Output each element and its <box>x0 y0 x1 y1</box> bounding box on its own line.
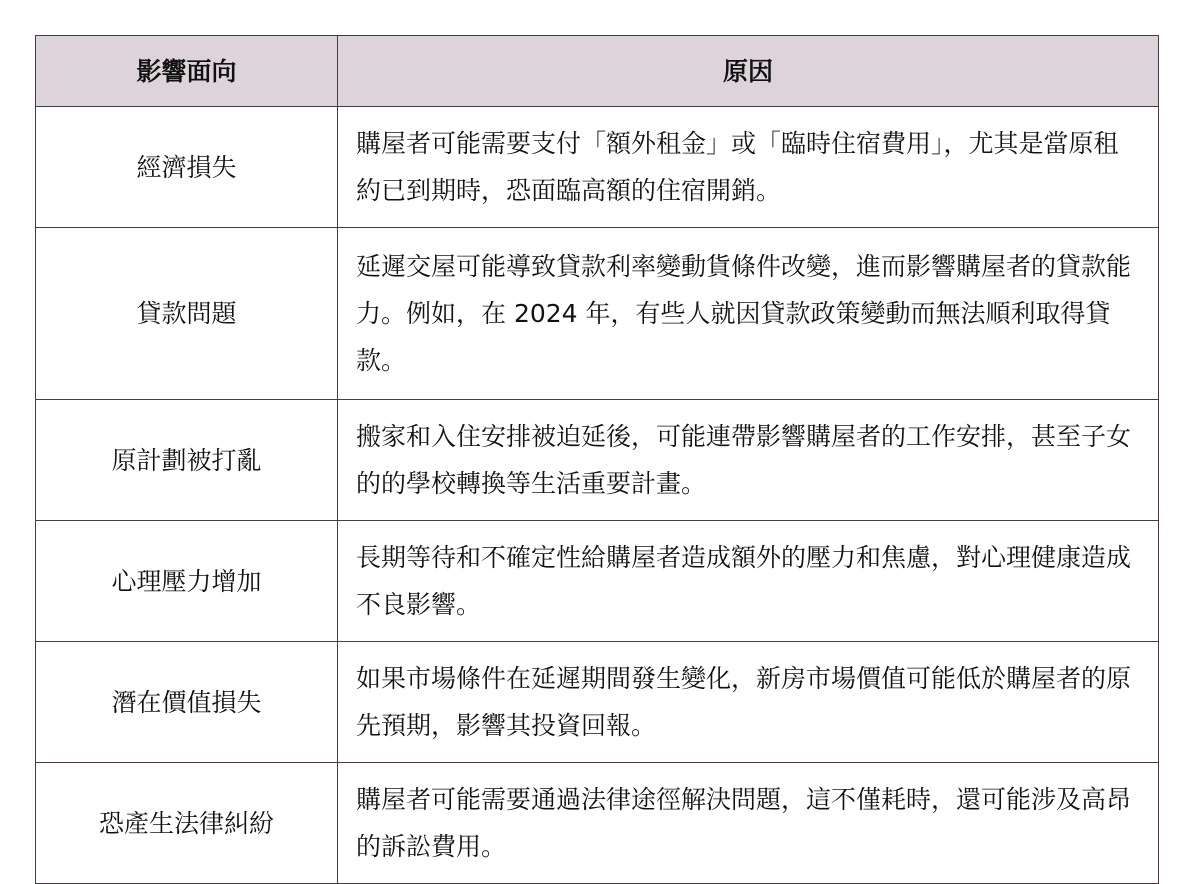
reason-cell: 購屋者可能需要支付「額外租金」或「臨時住宿費用」，尤其是當原租約已到期時，恐面臨高額的住宿開銷。 <box>338 107 1159 228</box>
header-aspect: 影響面向 <box>36 36 338 107</box>
reason-cell: 長期等待和不確定性給購屋者造成額外的壓力和焦慮，對心理健康造成不良影響。 <box>338 521 1159 642</box>
impact-table-container <box>35 35 1158 884</box>
table-row <box>36 763 1159 884</box>
aspect-cell: 原計劃被打亂 <box>36 400 338 521</box>
reason-cell: 如果市場條件在延遲期間發生變化，新房市場價值可能低於購屋者的原先預期，影響其投資回報。 <box>338 642 1159 763</box>
table-row <box>36 642 1159 763</box>
table-row <box>36 521 1159 642</box>
table-row <box>36 228 1159 400</box>
reason-cell: 延遲交屋可能導致貸款利率變動貨條件改變，進而影響購屋者的貸款能力。例如，在 2024 年，有些人就因貸款政策變動而無法順利取得貸款。 <box>338 228 1159 400</box>
aspect-cell: 經濟損失 <box>36 107 338 228</box>
table-row <box>36 107 1159 228</box>
aspect-cell: 恐產生法律糾紛 <box>36 763 338 884</box>
impact-table <box>35 35 1159 884</box>
aspect-cell: 潛在價值損失 <box>36 642 338 763</box>
table-header-row <box>36 36 1159 107</box>
reason-cell: 搬家和入住安排被迫延後，可能連帶影響購屋者的工作安排，甚至子女的的學校轉換等生活重要計畫。 <box>338 400 1159 521</box>
aspect-cell: 貸款問題 <box>36 228 338 400</box>
aspect-cell: 心理壓力增加 <box>36 521 338 642</box>
table-row <box>36 400 1159 521</box>
reason-cell: 購屋者可能需要通過法律途徑解決問題，這不僅耗時，還可能涉及高昂的訴訟費用。 <box>338 763 1159 884</box>
header-reason: 原因 <box>338 36 1159 107</box>
